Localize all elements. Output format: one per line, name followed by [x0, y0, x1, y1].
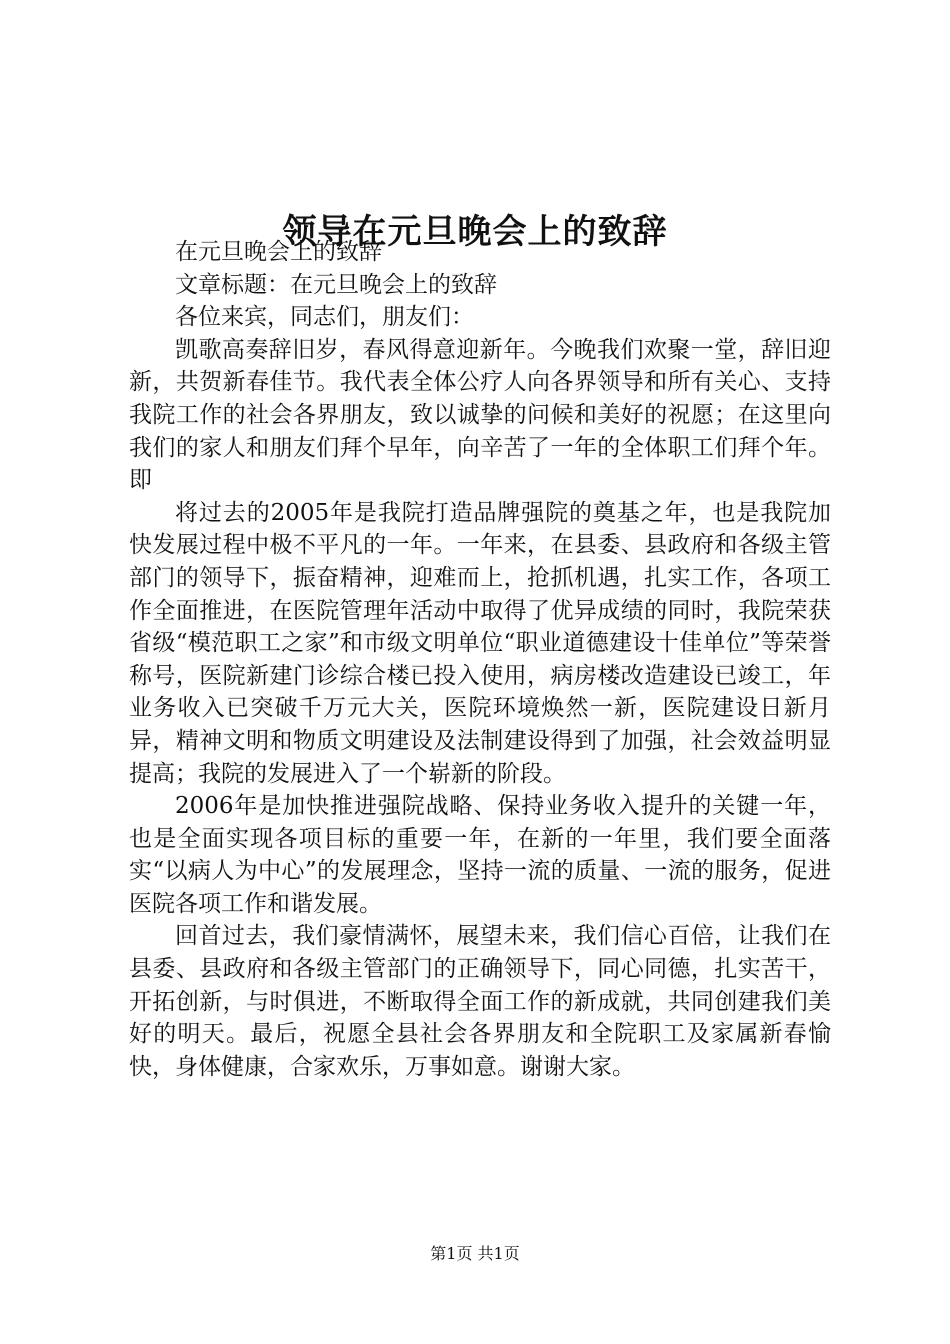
paragraph-review-2005: 将过去的2005年是我院打造品牌强院的奠基之年，也是我院加快发展过程中极不平凡的一年。一年来，在县委、县政府和各级主管部门的领导下，振奋精神，迎难而上，抢抓机遇，扎实工作，各项工作全面推进，在医院管理年活动中取得了优异成绩的同时，我院荣获省级“模范职工之家”和市级文明单位“职业道德建设十佳单位”等荣誉称号，医院新建门诊综合楼已投入使用，病房楼改造建设已竣工，年业务收入已突破千万元大关，医院环境焕然一新，医院建设日新月异，精神文明和物质文明建设及法制建设得到了加强，社会效益明显提高；我院的发展进入了一个崭新的阶段。 [129, 499, 831, 787]
paragraph-plan-2006: 2006年是加快推进强院战略、保持业务收入提升的关键一年，也是全面实现各项目标的重要一年，在新的一年里，我们要全面落实“以病人为中心”的发展理念，坚持一流的质量、一流的服务，促进医院各项工作和谐发展。 [129, 793, 831, 917]
paragraph-greeting: 凯歌高奏辞旧岁，春风得意迎新年。今晚我们欢聚一堂，辞旧迎新，共贺新春佳节。我代表全体公疗人向各界领导和所有关心、支持我院工作的社会各界朋友，致以诚挚的问候和美好的祝愿；在这里向我们的家人和朋友们拜个早年，向辛苦了一年的全体职工们拜个年。即 [129, 336, 831, 494]
document-title: 领导在元旦晚会上的致辞 [282, 211, 668, 252]
document-body [129, 236, 831, 1083]
page-number-footer: 第1页 共1页 [430, 1244, 520, 1263]
paragraph-subtitle: 在元旦晚会上的致辞 [175, 239, 382, 265]
paragraph-closing: 回首过去，我们豪情满怀，展望未来，我们信心百倍，让我们在县委、县政府和各级主管部门的正确领导下，同心同德，扎实苦干，开拓创新，与时俱进，不断取得全面工作的新成就，共同创建我们美好的明天。最后，祝愿全县社会各界朋友和全院职工及家属新春愉快，身体健康，合家欢乐，万事如意。谢谢大家。 [129, 923, 831, 1080]
paragraph-salutation: 各位来宾，同志们，朋友们： [175, 304, 474, 331]
paragraph-article-title: 文章标题：在元旦晚会上的致辞 [175, 271, 497, 298]
